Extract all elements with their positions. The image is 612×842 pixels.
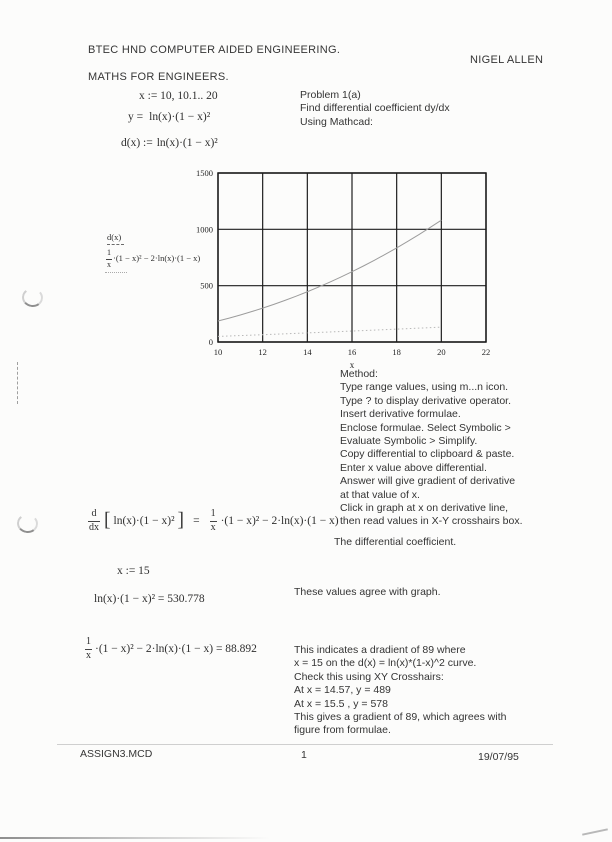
conclusion-line: x = 15 on the d(x) = ln(x)*(1-x)^2 curve. [294,657,477,670]
agree-note: These values agree with graph. [294,586,441,598]
derivative-evaluation: $\frac{1}{x}$ ·(1 − x)² − 2·ln(x)·(1 − x) = 88.892 [86,636,257,661]
x-axis-label: x [349,360,355,370]
d-dx-fraction: $\frac{d}{dx}$ [89,508,99,533]
conclusion-line: This gives a gradient of 89, which agrees with [294,711,507,724]
method-line: Enter x value above differential. [340,461,487,474]
trace1-label: d(x) [107,232,122,242]
method-line: Copy differential to clipboard & paste. [340,448,515,461]
conclusion-line: At x = 15.5 , y = 578 [294,697,388,710]
derivative-equation: $\frac{d}{dx}$ [ ln(x)·(1 − x)² ] = $\frac{1}{x}$ ·(1 − x)² − 2·ln(x)·(1 − x) [89,508,339,533]
range-definition: x := 10, 10.1.. 20 [139,90,218,102]
conclusion-line: figure from formulae. [294,724,391,737]
x-tick-label: 16 [347,347,357,357]
method-line: then read values in X-Y crosshairs box. [340,515,523,528]
footer-page-number: 1 [301,749,307,761]
y-axis-trace-labels [105,232,200,273]
x-tick-label: 10 [213,347,223,357]
y-tick-label: 0 [208,337,213,347]
method-list [340,368,522,529]
problem-statement [300,89,450,129]
footer-filename: ASSIGN3.MCD [80,748,153,760]
d-evaluation: ln(x)·(1 − x)² = 530.778 [94,593,205,605]
method-line: Evaluate Symbolic > Simplify. [340,435,478,448]
conclusion-line: This indicates a dradient of 89 where [294,644,466,656]
x-tick-label: 22 [481,347,491,357]
conclusion-block [294,644,506,738]
coefficient-note: The differential coefficient. [334,536,457,548]
xy-plot [175,166,520,376]
x-tick-label: 18 [392,347,401,357]
x-tick-label: 20 [437,347,446,357]
y-tick-label: 500 [200,280,213,291]
method-line: Type ? to display derivative operator. [340,394,512,407]
y-tick-label: 1000 [196,224,213,235]
series-dotted [218,327,441,336]
subject-title: MATHS FOR ENGINEERS. [88,71,229,83]
trace2-label: $\frac{1}{x}$ ·(1 − x)² − 2·ln(x)·(1 − x) [107,248,201,269]
method-line: at that value of x. [340,488,420,501]
problem-line: Find differential coefficient dy/dx [300,102,450,115]
y-definition [128,111,210,123]
d-rhs: ln(x)·(1 − x)² [156,137,218,149]
pen-mark [17,362,18,404]
method-line: Method: [340,368,378,380]
one-over-x-fraction: $\frac{1}{x}$ [210,508,216,533]
y-lhs: y = [128,111,144,123]
author-name: NIGEL ALLEN [470,54,544,66]
footer-date: 19/07/95 [478,751,519,763]
method-line: Insert derivative formulae. [340,408,461,421]
d-lhs: d(x) := [121,137,153,149]
problem-line: Problem 1(a) [300,89,361,101]
hole-punch-top [21,287,44,308]
x-tick-label: 14 [303,347,312,357]
series-solid [218,220,441,321]
hole-punch-bottom [16,513,39,534]
course-title: BTEC HND COMPUTER AIDED ENGINEERING. [88,44,341,56]
y-tick-label: 1500 [196,168,213,178]
conclusion-line: At x = 14.57, y = 489 [294,684,391,697]
method-line: Type range values, using m...n icon. [340,381,509,394]
footer-separator [57,744,553,745]
scan-edge-shadow [0,837,270,839]
problem-line: Using Mathcad: [300,115,373,128]
trace2-linestyle-indicator [105,272,127,273]
conclusion-line: Check this using XY Crosshairs: [294,670,444,683]
x-assignment: x := 15 [117,565,150,577]
trace1-linestyle-indicator [107,244,124,245]
d-definition [121,137,218,149]
method-line: Enclose formulae. Select Symbolic > [340,421,511,434]
method-line: Click in graph at x on derivative line, [340,502,509,515]
one-over-x-fraction: $\frac{1}{x}$ [86,636,91,661]
x-tick-label: 12 [258,347,267,357]
method-line: Answer will give gradient of derivative [340,475,516,488]
fraction: $\frac{1}{x}$ [107,248,111,269]
scan-corner-mark [582,828,608,835]
y-rhs: ln(x)·(1 − x)² [149,111,211,123]
